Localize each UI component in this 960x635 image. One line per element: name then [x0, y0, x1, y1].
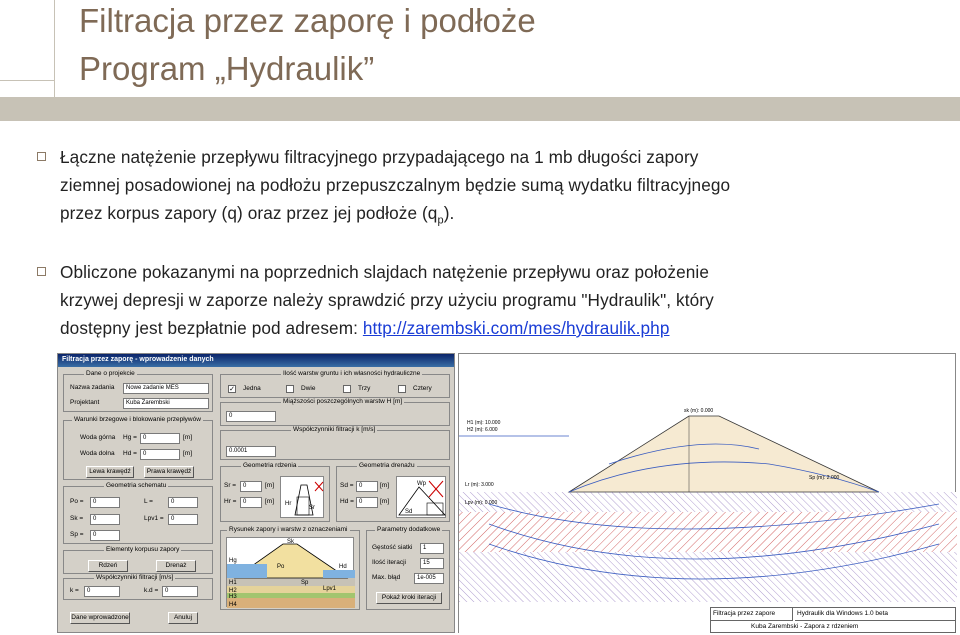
designer-input[interactable]: Kuba Zarembski: [123, 398, 209, 409]
dam-coef-label: Współczynniki filtracji [m/s]: [96, 574, 174, 581]
pic-label-lpv1: Lpv1: [323, 586, 337, 592]
para1-subscript: p: [437, 214, 444, 227]
dialog-title: Filtracja przez zaporę - wprowadzenie danych: [58, 354, 454, 367]
project-group-label: Dane o projekcie: [86, 370, 135, 377]
pic-label-h3: H3: [229, 594, 237, 600]
k0-input[interactable]: 0: [84, 586, 120, 597]
layer-one-checkbox[interactable]: ✓: [229, 386, 235, 393]
para1-line-3: [60, 199, 940, 234]
hr-label: Hr =: [224, 498, 237, 505]
pic-label-sd: Sd: [405, 509, 413, 515]
pic-label-sp: Sp: [301, 580, 309, 586]
dam-drawing: [226, 537, 354, 607]
bullet-square-icon: [37, 152, 46, 161]
hd2-input[interactable]: 0: [356, 497, 378, 508]
pic-label-hd: Hd: [339, 564, 347, 570]
sp-input[interactable]: 0: [90, 530, 120, 541]
l-label: L =: [144, 498, 153, 505]
plot-annotation-sp: Sp (m): 2.000: [809, 475, 840, 481]
plot-legend: [710, 607, 956, 633]
header-vertical-rule: [54, 0, 55, 97]
legend-program: Hydraulik dla Windows 1.0 beta: [795, 608, 955, 621]
layers-group-label: Ilość warstw gruntu i ich własności hydrauliczne: [283, 370, 421, 377]
layer-two-label: Dwie: [301, 385, 316, 392]
pic-label-sk: Sk: [287, 539, 295, 545]
task-name-label: Nazwa zadania: [70, 384, 115, 391]
drawing-group-label: Rysunek zapory i warstw z oznaczeniami: [229, 526, 348, 533]
drain-group-label: Geometria drenażu: [359, 462, 415, 469]
paragraph-2: [60, 258, 940, 342]
layer-four-label: Cztery: [413, 385, 432, 392]
core-button[interactable]: Rdzeń: [88, 560, 128, 572]
sd-input[interactable]: 0: [356, 481, 378, 492]
geom-scheme-label: Geometria schematu: [106, 482, 167, 489]
elements-group-label: Elementy korpusu zapory: [106, 546, 180, 553]
sd-unit: [m]: [380, 482, 390, 489]
cancel-button[interactable]: Anuluj: [168, 612, 198, 624]
plot-annotation-h2: H2 (m): 6.000: [467, 427, 498, 433]
sr-label: Sr =: [224, 482, 237, 489]
layer-one-label: Jedna: [243, 385, 261, 392]
water-down-input[interactable]: 0: [140, 449, 180, 460]
layer-three-label: Trzy: [358, 385, 371, 392]
pic-label-hr: Hr: [285, 501, 292, 507]
sr-input[interactable]: 0: [240, 481, 262, 492]
iter-label: Ilość iteracji: [372, 559, 406, 566]
drain-button[interactable]: Drenaż: [156, 560, 196, 572]
coef-input[interactable]: 0.0001: [226, 446, 276, 457]
iter-input[interactable]: 15: [420, 558, 444, 569]
designer-label: Projektant: [70, 399, 100, 406]
task-name-input[interactable]: Nowe zadanie MES: [123, 383, 209, 394]
plot-annotation-h1: H1 (m): 10.000: [467, 420, 501, 426]
data-entered-button[interactable]: Dane wprowadzone: [70, 612, 130, 624]
pic-label-h2: H2: [229, 588, 237, 594]
legend-title: Filtracja przez zapore: [711, 608, 793, 621]
bullet-square-icon: [37, 267, 46, 276]
density-label: Gęstość siatki: [372, 544, 413, 551]
para1-line-1: Łączne natężenie przepływu filtracyjnego przypadającego na 1 mb długości zapory: [60, 147, 699, 167]
hydraulik-link[interactable]: http://zarembski.com/mes/hydraulik.php: [362, 318, 670, 338]
para1-line-2: ziemnej posadowionej na podłożu przepuszczalnym będzie sumą wydatku filtracyjnego: [60, 175, 731, 195]
hr-unit: [m]: [265, 498, 275, 505]
po-input[interactable]: 0: [90, 497, 120, 508]
l-input[interactable]: 0: [168, 497, 198, 508]
header-horizontal-rule: [0, 80, 54, 81]
para2-line-1: Obliczone pokazanymi na poprzednich slajdach natężenie przepływu oraz położenie: [60, 262, 709, 282]
layer-four-checkbox[interactable]: [398, 385, 406, 393]
water-down-symbol: Hd =: [123, 450, 137, 457]
plot-annotation-sk: sk (m): 0.000: [684, 408, 714, 414]
layer-three-checkbox[interactable]: [343, 385, 351, 393]
maxerr-label: Max. błąd: [372, 574, 401, 581]
water-down-unit: [m]: [183, 450, 193, 457]
water-up-label: Woda górna: [80, 434, 116, 441]
sk-input[interactable]: 0: [90, 514, 120, 525]
thickness-group-label: Miąższości poszczególnych warstw H [m]: [283, 398, 403, 405]
pic-label-wp: Wp: [417, 481, 426, 487]
input-dialog: [57, 353, 455, 633]
drain-diagram: [396, 476, 446, 518]
pic-label-hg: Hg: [229, 558, 237, 564]
right-slope-button[interactable]: Prawa krawędź: [144, 466, 194, 478]
layer-two-checkbox[interactable]: [286, 385, 294, 393]
boundary-group-label: Warunki brzegowe i blokowanie przepływów: [74, 416, 201, 423]
density-input[interactable]: 1: [420, 543, 444, 554]
left-slope-button[interactable]: Lewa krawędź: [86, 466, 134, 478]
para2-line-3: [60, 314, 940, 342]
pic-label-sr: Sr: [309, 505, 315, 511]
hr-input[interactable]: 0: [240, 497, 262, 508]
paragraph-1: [60, 143, 940, 234]
po-label: Po =: [70, 498, 84, 505]
lpv1-input[interactable]: 0: [168, 514, 198, 525]
water-down-label: Woda dolna: [80, 450, 115, 457]
sd-label: Sd =: [340, 482, 354, 489]
kd-input[interactable]: 0: [162, 586, 198, 597]
result-plot: [458, 353, 956, 633]
core-diagram: [280, 476, 324, 518]
trench-group-label: Geometria rdzenia: [243, 462, 297, 469]
lpv1-label: Lpv1 =: [144, 515, 164, 522]
thickness-input[interactable]: 0: [226, 411, 276, 422]
slide-subtitle: Program „Hydraulik”: [79, 50, 375, 87]
sr-unit: [m]: [265, 482, 275, 489]
legend-author: Kuba Zarembski - Zapora z rdzeniem: [751, 623, 859, 630]
plot-annotation-lpv: Lpv (m): 0.000: [465, 500, 498, 506]
pic-label-h4: H4: [229, 602, 237, 608]
para1-end: ).: [443, 203, 455, 223]
flow-net-drawing: [459, 354, 957, 634]
kd-label: k.d =: [144, 587, 159, 594]
para1-line-3-text: przez korpus zapory (q) oraz przez jej podłoże (q: [60, 203, 438, 223]
hd2-unit: [m]: [380, 498, 390, 505]
maxerr-input[interactable]: 1e-005: [414, 573, 444, 584]
show-iterations-button[interactable]: Pokaż kroki iteracji: [376, 592, 442, 604]
para2-line-2: krzywej depresji w zaporze należy sprawdzić przy użyciu programu "Hydraulik", który: [60, 290, 714, 310]
params-group-label: Parametry dodatkowe: [377, 526, 441, 533]
pic-label-h1: H1: [229, 580, 237, 586]
coef-group-label: Współczynniki filtracji k [m/s]: [293, 426, 376, 433]
para2-line-3-text: dostępny jest bezpłatnie pod adresem:: [60, 318, 363, 338]
header-band: [0, 97, 960, 121]
k0-label: k =: [70, 587, 79, 594]
water-up-unit: [m]: [183, 434, 193, 441]
pic-label-po: Po: [277, 564, 285, 570]
water-up-symbol: Hg =: [123, 434, 137, 441]
water-up-input[interactable]: 0: [140, 433, 180, 444]
sp-label: Sp =: [70, 531, 84, 538]
plot-annotation-lr: Lr (m): 3.000: [465, 482, 494, 488]
sk-label: Sk =: [70, 515, 84, 522]
hd2-label: Hd =: [340, 498, 354, 505]
slide-title: Filtracja przez zaporę i podłoże: [79, 2, 536, 39]
